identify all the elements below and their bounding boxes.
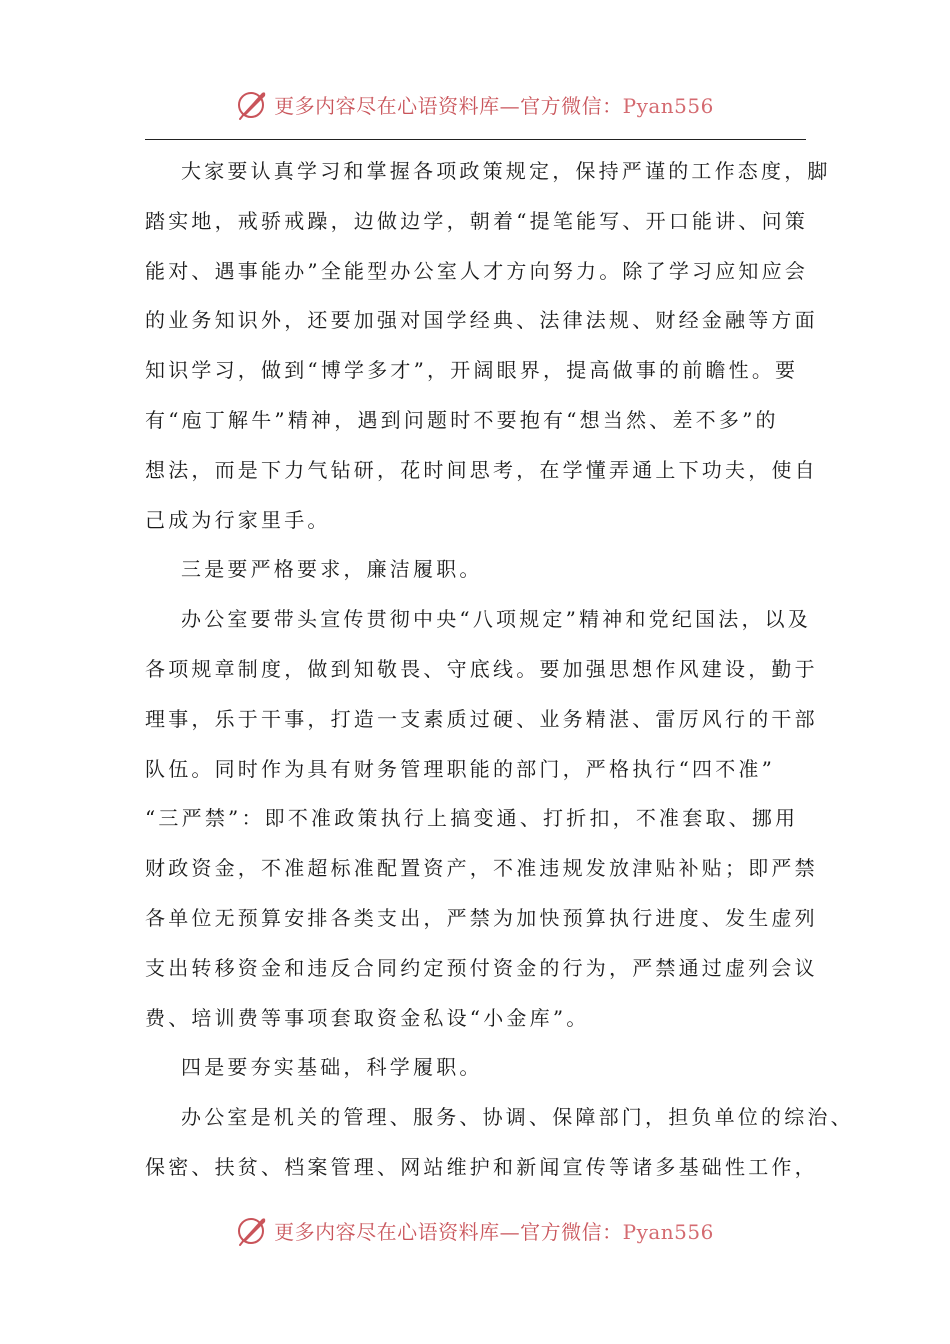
text-line: 保密、扶贫、档案管理、网站维护和新闻宣传等诸多基础性工作， (145, 1154, 818, 1179)
text-line: 想法，而是下力气钻研，花时间思考，在学懂弄通上下功夫，使自 (145, 457, 818, 482)
quill-pen-logo-icon (236, 1213, 270, 1247)
document-body (145, 147, 854, 1193)
text-line: 大家要认真学习和掌握各项政策规定，保持严谨的工作态度，脚 (181, 159, 831, 183)
text-line: 支出转移资金和违反合同约定预付资金的行为，严禁通过虚列会议 (145, 955, 818, 980)
text-line: 办公室要带头宣传贯彻中央“八项规定”精神和党纪国法，以及 (181, 607, 812, 632)
text-line: 知识学习，做到“博学多才”，开阔眼界，提高做事的前瞻性。要 (145, 358, 799, 383)
header-banner (0, 84, 950, 124)
footer-banner (0, 1210, 950, 1250)
text-line: 能对、遇事能办”全能型办公室人才方向努力。除了学习应知应会 (145, 258, 809, 283)
text-line: 队伍。同时作为具有财务管理职能的部门，严格执行“四不准” (145, 756, 776, 781)
header-banner-label: 更多内容尽在心语资料库—官方微信： (274, 93, 623, 118)
paragraph-3 (145, 595, 835, 1043)
text-line: 办公室是机关的管理、服务、协调、保障部门，担负单位的综治、 (181, 1105, 854, 1130)
text-line: 各项规章制度，做到知敬畏、守底线。要加强思想作风建设，勤于 (145, 656, 818, 681)
text-line: 有“庖丁解牛”精神，遇到问题时不要抱有“想当然、差不多”的 (145, 407, 779, 432)
paragraph-1 (145, 147, 835, 545)
header-wechat-id: Pyan556 (622, 93, 714, 118)
text-line: 各单位无预算安排各类支出，严禁为加快预算执行进度、发生虚列 (145, 905, 818, 930)
header-banner-text (274, 90, 714, 119)
section-heading-4 (145, 1043, 835, 1093)
heading-line: 四是要夯实基础，科学履职。 (181, 1055, 483, 1080)
text-line: “三严禁”：即不准政策执行上搞变通、打折扣，不准套取、挪用 (145, 806, 799, 831)
footer-banner-label: 更多内容尽在心语资料库—官方微信： (274, 1219, 623, 1244)
footer-wechat-id: Pyan556 (622, 1219, 714, 1244)
text-line: 费、培训费等事项套取资金私设“小金库”。 (145, 1005, 590, 1030)
text-line: 的业务知识外，还要加强对国学经典、法律法规、财经金融等方面 (145, 308, 818, 333)
text-line: 财政资金，不准超标准配置资产，不准违规发放津贴补贴；即严禁 (145, 856, 818, 881)
heading-line: 三是要严格要求，廉洁履职。 (181, 557, 483, 582)
quill-pen-logo-icon (236, 87, 270, 121)
text-line: 己成为行家里手。 (145, 507, 331, 532)
footer-banner-text (274, 1216, 714, 1245)
text-line: 踏实地，戒骄戒躁，边做边学，朝着“提笔能写、开口能讲、问策 (145, 208, 809, 233)
text-line: 理事，乐于干事，打造一支素质过硬、业务精湛、雷厉风行的干部 (145, 706, 818, 731)
section-heading-3 (145, 545, 835, 595)
paragraph-5 (145, 1093, 854, 1193)
header-divider (145, 139, 806, 140)
